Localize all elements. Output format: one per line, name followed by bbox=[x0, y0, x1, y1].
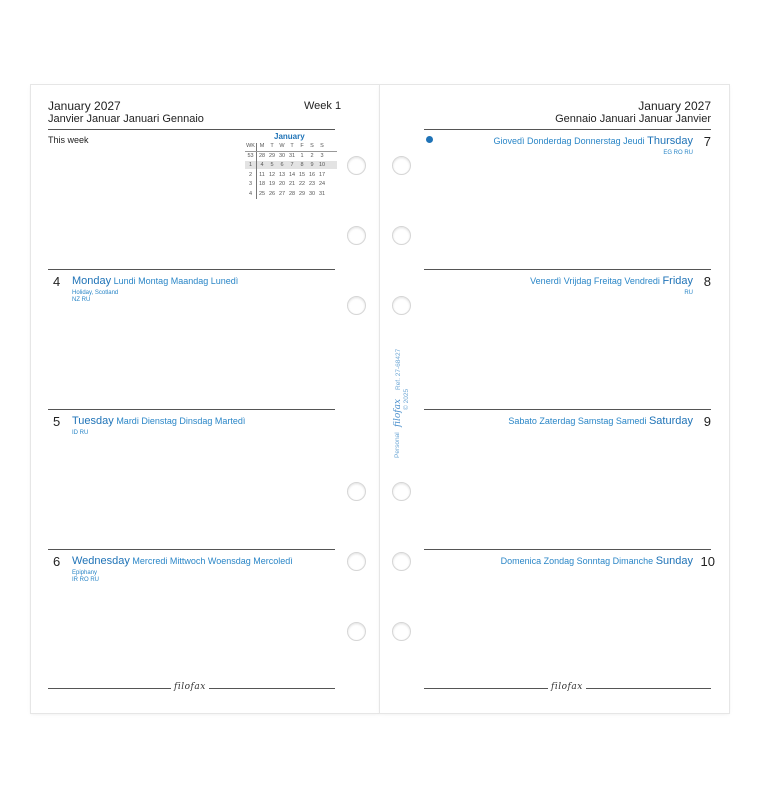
punch-hole bbox=[347, 156, 366, 175]
tuesday-name: Tuesday bbox=[72, 415, 114, 427]
wednesday-heading bbox=[72, 555, 293, 567]
mini-calendar-day: 31 bbox=[288, 152, 296, 159]
mini-calendar-day: 9 bbox=[310, 162, 314, 169]
header-rule bbox=[48, 129, 335, 130]
mini-calendar-day: 13 bbox=[278, 171, 286, 178]
mini-calendar-day: 14 bbox=[288, 171, 296, 178]
sunday-name: Sunday bbox=[655, 555, 693, 567]
sunday-heading bbox=[501, 555, 693, 567]
monday-languages: Lundi Montag Maandag Lunedì bbox=[113, 276, 239, 286]
spine-copyright: © 2025 bbox=[403, 388, 410, 410]
mini-calendar-day: 12 bbox=[268, 171, 276, 178]
tuesday-heading bbox=[72, 415, 245, 427]
mini-calendar-day: 27 bbox=[278, 191, 286, 197]
mini-calendar-day: 7 bbox=[290, 162, 294, 169]
saturday-heading bbox=[508, 415, 693, 427]
friday-rule bbox=[424, 269, 711, 270]
punch-hole bbox=[347, 226, 366, 245]
header-rule bbox=[424, 129, 711, 130]
thursday-heading bbox=[494, 135, 693, 147]
mini-calendar-header: WK bbox=[246, 143, 255, 149]
new-moon-icon bbox=[426, 136, 433, 143]
thursday-country-codes: EG RO RU bbox=[663, 150, 693, 156]
punch-hole bbox=[392, 552, 411, 571]
mini-calendar-day: 25 bbox=[258, 191, 266, 197]
mini-calendar-week-number: 4 bbox=[248, 191, 253, 197]
sunday-rule bbox=[424, 549, 711, 550]
mini-calendar-day: 3 bbox=[320, 152, 324, 159]
friday-languages: Venerdì Vrijdag Freitag Vendredi bbox=[530, 276, 660, 286]
saturday-name: Saturday bbox=[648, 415, 693, 427]
mini-calendar-day: 24 bbox=[318, 181, 326, 188]
wednesday-country-codes: IR RO RU bbox=[72, 577, 99, 583]
wednesday-name: Wednesday bbox=[72, 555, 130, 567]
tuesday-rule bbox=[48, 409, 335, 410]
mini-calendar-day: 5 bbox=[270, 162, 274, 169]
thursday-name: Thursday bbox=[647, 135, 693, 147]
punch-hole bbox=[392, 482, 411, 501]
punch-hole bbox=[347, 296, 366, 315]
mini-calendar-day: 21 bbox=[288, 181, 296, 188]
sunday-languages: Domenica Zondag Sonntag Dimanche bbox=[500, 556, 654, 566]
monday-number: 4 bbox=[53, 274, 61, 289]
mini-calendar-day: 4 bbox=[260, 162, 264, 169]
mini-calendar-day: 29 bbox=[268, 152, 276, 159]
left-page bbox=[31, 85, 380, 713]
wednesday-rule bbox=[48, 549, 335, 550]
mini-calendar-day: 6 bbox=[280, 162, 284, 169]
saturday-rule bbox=[424, 409, 711, 410]
mini-calendar-day: 29 bbox=[298, 191, 306, 197]
mini-calendar-day: 30 bbox=[308, 191, 316, 197]
punch-hole bbox=[392, 622, 411, 641]
mini-calendar-header: S bbox=[310, 143, 314, 149]
mini-calendar-day: 17 bbox=[318, 171, 326, 178]
mini-calendar-day: 15 bbox=[298, 171, 306, 178]
friday-number: 8 bbox=[703, 274, 711, 289]
right-footer-logo: filofax bbox=[548, 682, 586, 692]
thursday-languages: Giovedì Donderdag Donnerstag Jeudi bbox=[493, 136, 645, 146]
wednesday-note: Epiphany bbox=[72, 570, 98, 576]
punch-hole bbox=[347, 552, 366, 571]
right-page bbox=[380, 85, 729, 713]
monday-name: Monday bbox=[72, 275, 112, 287]
punch-hole bbox=[347, 482, 366, 501]
saturday-languages: Sabato Zaterdag Samstag Samedi bbox=[508, 416, 647, 426]
friday-name: Friday bbox=[662, 275, 693, 287]
mini-calendar-week-number: 53 bbox=[247, 152, 254, 159]
tuesday-languages: Mardi Dienstag Dinsdag Martedì bbox=[116, 416, 246, 426]
this-week-label: This week bbox=[48, 135, 89, 145]
monday-heading bbox=[72, 275, 238, 287]
spine-size-label: Personal bbox=[394, 432, 401, 458]
mini-calendar-day: 11 bbox=[259, 171, 265, 178]
monday-rule bbox=[48, 269, 335, 270]
friday-country-codes: RU bbox=[684, 290, 693, 296]
left-month-languages: Janvier Januar Januari Gennaio bbox=[48, 113, 204, 125]
mini-calendar-day: 23 bbox=[308, 181, 316, 188]
mini-calendar-header: W bbox=[279, 143, 285, 149]
punch-hole bbox=[392, 156, 411, 175]
spine-ref: Ref. 27-68427 bbox=[395, 348, 402, 390]
mini-calendar-day: 26 bbox=[268, 191, 276, 197]
mini-calendar-week-number: 2 bbox=[248, 171, 253, 178]
tuesday-country-codes: ID RU bbox=[72, 430, 89, 436]
mini-calendar-header: S bbox=[320, 143, 324, 149]
mini-calendar-day: 2 bbox=[310, 152, 314, 159]
mini-calendar-day: 20 bbox=[278, 181, 286, 188]
thursday-number: 7 bbox=[703, 134, 711, 149]
mini-calendar-header-rule bbox=[245, 151, 337, 152]
right-month-year: January 2027 bbox=[638, 99, 711, 113]
punch-hole bbox=[347, 622, 366, 641]
spine-imprint bbox=[388, 330, 418, 460]
mini-calendar-day: 18 bbox=[258, 181, 266, 188]
week-label: Week 1 bbox=[304, 100, 342, 112]
mini-calendar-header: F bbox=[300, 143, 304, 149]
mini-calendar-day: 28 bbox=[258, 152, 266, 159]
monday-note: Holiday, Scotland bbox=[72, 290, 119, 296]
mini-calendar-title: January bbox=[274, 132, 305, 141]
mini-calendar-week-number: 1 bbox=[248, 162, 253, 169]
monday-country-codes: NZ RU bbox=[72, 297, 91, 303]
punch-hole bbox=[392, 296, 411, 315]
mini-calendar-day: 10 bbox=[318, 162, 326, 169]
mini-calendar-day: 1 bbox=[300, 152, 304, 159]
mini-calendar bbox=[245, 143, 337, 203]
wednesday-languages: Mercredi Mittwoch Woensdag Mercoledì bbox=[132, 556, 293, 566]
wednesday-number: 6 bbox=[53, 554, 61, 569]
punch-hole bbox=[392, 226, 411, 245]
mini-calendar-header: T bbox=[290, 143, 294, 149]
spine-brand-logo: filofax bbox=[393, 398, 403, 427]
sunday-number: 10 bbox=[700, 554, 715, 569]
mini-calendar-day: 19 bbox=[268, 181, 276, 188]
saturday-number: 9 bbox=[703, 414, 711, 429]
right-month-languages: Gennaio Januari Januar Janvier bbox=[555, 113, 711, 125]
mini-calendar-day: 28 bbox=[288, 191, 296, 197]
mini-calendar-day: 22 bbox=[298, 181, 306, 188]
mini-calendar-header: T bbox=[270, 143, 274, 149]
friday-heading bbox=[530, 275, 693, 287]
mini-calendar-header: M bbox=[259, 143, 265, 149]
mini-calendar-day: 8 bbox=[300, 162, 304, 169]
mini-calendar-day: 16 bbox=[308, 171, 316, 178]
left-footer-logo: filofax bbox=[171, 682, 209, 692]
mini-calendar-day: 30 bbox=[278, 152, 286, 159]
mini-calendar-week-number: 3 bbox=[248, 181, 253, 188]
mini-calendar-day: 31 bbox=[318, 191, 326, 197]
left-month-year: January 2027 bbox=[48, 99, 121, 113]
tuesday-number: 5 bbox=[53, 414, 61, 429]
